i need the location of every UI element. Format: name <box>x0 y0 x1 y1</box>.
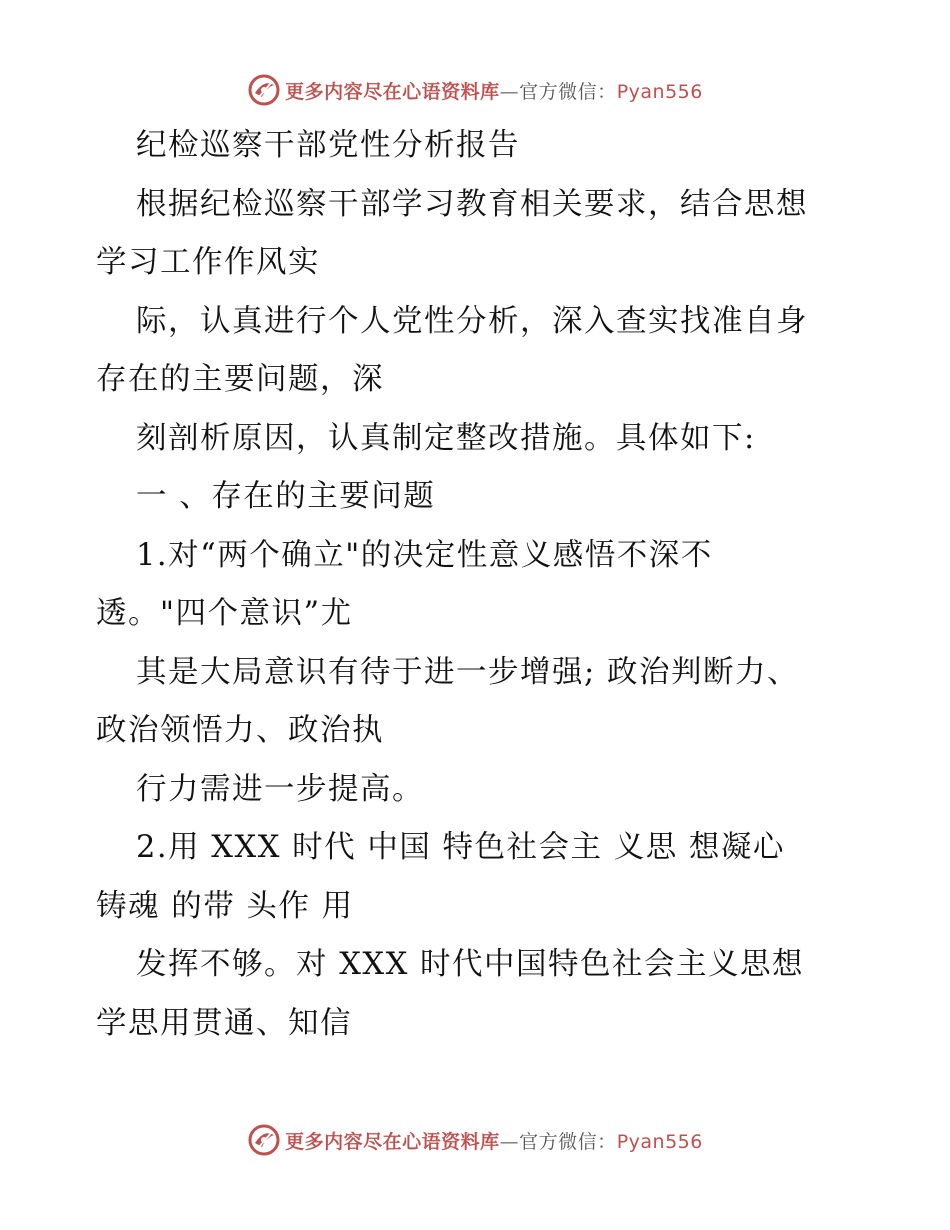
watermark-wechat-id: Pyan556 <box>616 80 703 103</box>
text-line: 铸魂 的带 头作 用 <box>96 888 354 924</box>
document-body <box>96 117 866 1053</box>
watermark-site-name: 更多内容尽在心语资料库 <box>285 80 500 103</box>
text-line: 存在的主要问题，深 <box>96 362 384 397</box>
footer-watermark-banner <box>0 1120 950 1160</box>
watermark-wechat-id: Pyan556 <box>616 1130 703 1153</box>
text-line: 学习工作作风实 <box>96 245 320 280</box>
text-line: 政治领悟力、政治执 <box>96 713 384 748</box>
text-line: 透。"四个意识”尤 <box>96 596 353 631</box>
document-title: 纪检巡察干部党性分析报告 <box>136 128 520 163</box>
red-swirl-logo-icon <box>247 1123 281 1157</box>
text-line: 际，认真进行个人党性分析，深入查实找准自身 <box>136 303 808 339</box>
text-line: 学思用贯通、知信 <box>96 1005 352 1041</box>
watermark-wechat-label: 官方微信： <box>519 1130 617 1153</box>
text-line: 其是大局意识有待于进一步增强; 政治判断力、 <box>136 654 799 690</box>
watermark-text <box>285 77 703 104</box>
watermark-dash: — <box>499 1130 520 1153</box>
text-line: 2.用 XXX 时代 中国 特色社会主 义思 想凝心 <box>136 830 785 865</box>
text-line: 1.对“两个确立"的决定性意义感悟不深不 <box>136 537 713 573</box>
red-swirl-logo-icon <box>247 73 281 107</box>
text-line: 发挥不够。对 XXX 时代中国特色社会主义思想 <box>136 947 805 982</box>
text-line: 行力需进一步提高。 <box>136 771 424 807</box>
text-line: 刻剖析原因，认真制定整改措施。具体如下: <box>136 420 756 456</box>
watermark-dash: — <box>499 80 520 103</box>
watermark-site-name: 更多内容尽在心语资料库 <box>285 1130 500 1153</box>
watermark-text <box>285 1127 703 1154</box>
section-heading: 一 、存在的主要问题 <box>136 479 436 514</box>
header-watermark-banner <box>0 70 950 110</box>
text-line: 根据纪检巡察干部学习教育相关要求，结合思想 <box>136 186 808 222</box>
watermark-wechat-label: 官方微信： <box>519 80 617 103</box>
